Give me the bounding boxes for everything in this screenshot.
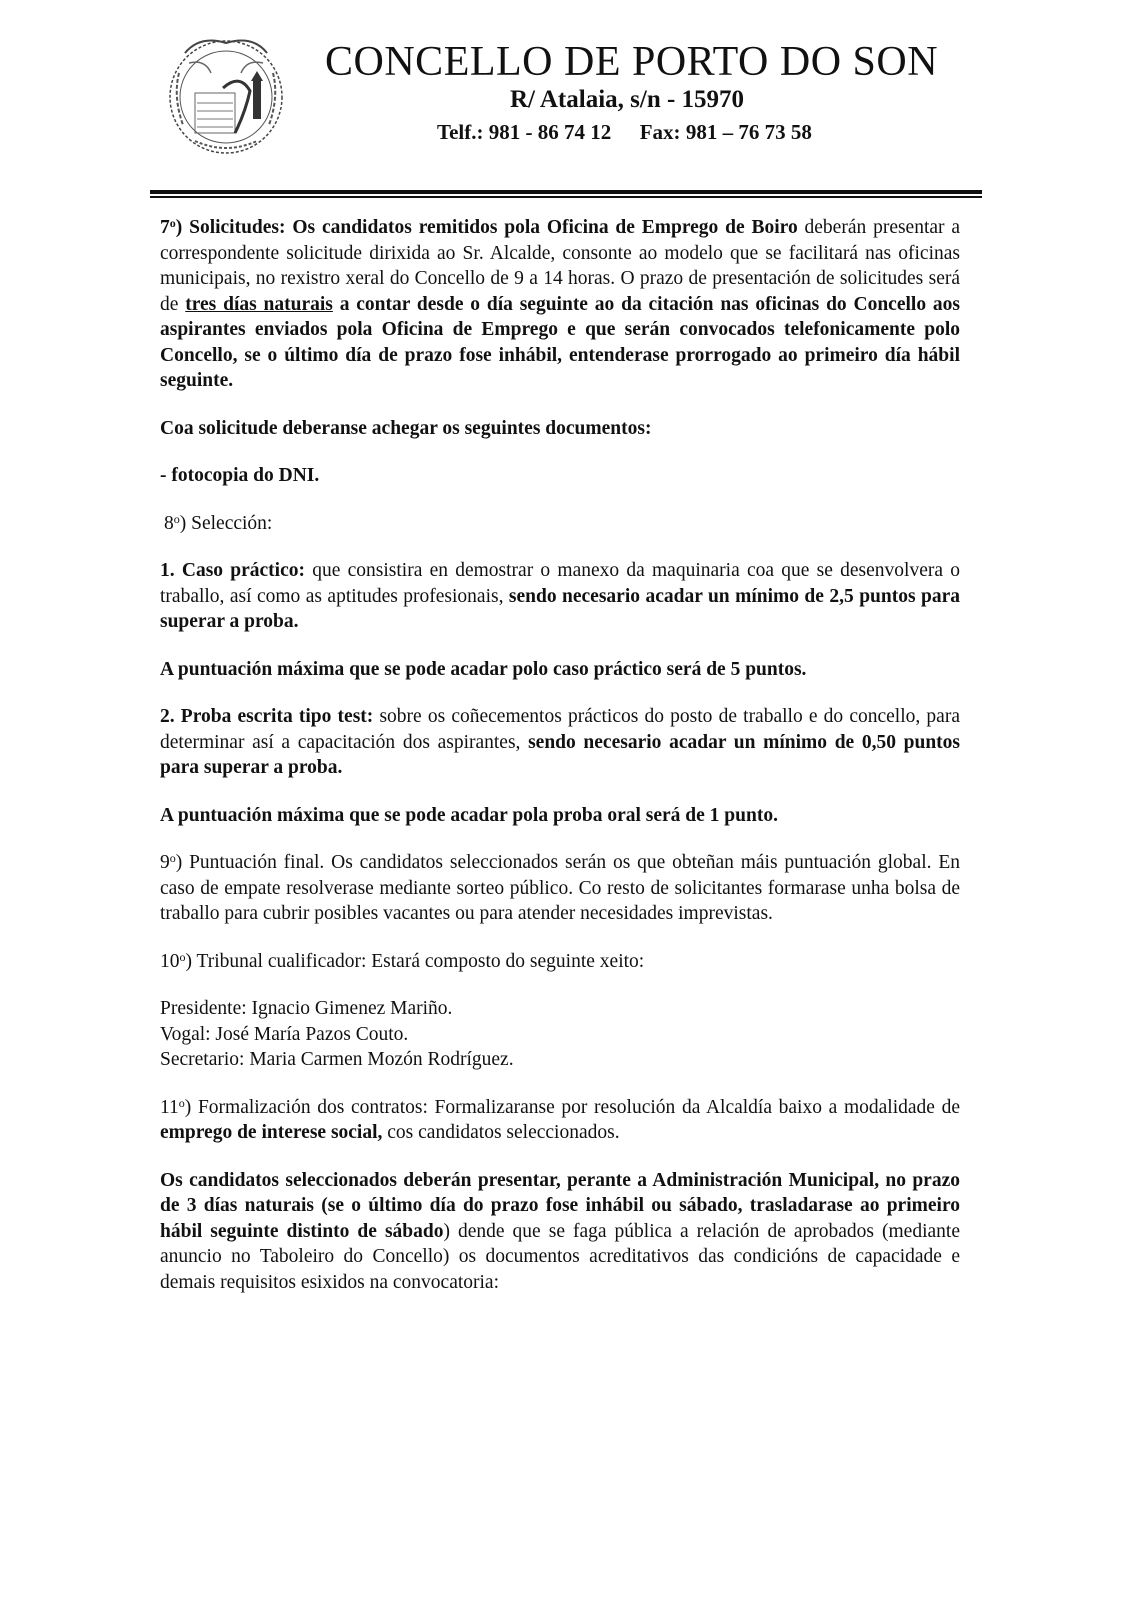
fax-label: Fax:: [639, 120, 681, 144]
selection-item-2-maximum: A puntuación máxima que se pode acadar pola proba oral será de 1 punto.: [160, 804, 778, 826]
section-7-number: 7: [160, 217, 170, 238]
section-11-paragraph: [160, 1095, 960, 1146]
section-7-title: Solicitudes:: [189, 217, 286, 238]
tribunal-member: Vogal: José María Pazos Couto.: [160, 1023, 409, 1045]
tribunal-president: Presidente: Ignacio Gimenez Mariño.: [160, 998, 453, 1019]
selection-item-1-maximum: A puntuación máxima que se pode acadar polo caso práctico será de 5 puntos.: [160, 658, 807, 680]
ordinal-mark: o: [173, 511, 180, 526]
final-text: ) dende que se faga pública a relación de aprobados (mediante anuncio no Taboleiro do Concello) os documentos acreditativos das condicións de capacidade e demais requisitos esixidos na convocatoria:: [160, 1220, 960, 1293]
ordinal-mark: o: [179, 949, 186, 964]
section-10-number: 10: [160, 950, 180, 972]
section-10-text: ) Tribunal cualificador: Estará composto do seguinte xeito:: [185, 950, 645, 972]
section-7-bold-tail: a contar desde o día seguinte ao da citación nas oficinas do Concello aos aspirantes enviados pola Oficina de Emprego e que serán convocados telefonicamente polo Concello, se o último día de prazo fose inhábil, entenderase prorrogado ao primeiro día hábil seguinte.: [160, 293, 960, 391]
phone-number: 981 - 86 74 12: [488, 120, 612, 144]
selection-item-1-minimum: sendo necesario acadar un mínimo de 2,5 puntos para superar a proba.: [160, 585, 960, 632]
section-11-number: 11: [160, 1096, 179, 1118]
paren: ): [175, 217, 183, 238]
selection-item-2-minimum: sendo necesario acadar un mínimo de 0,50 puntos para superar a proba.: [160, 731, 961, 778]
header-rule-thin: [150, 196, 982, 198]
section-9-paragraph: [160, 850, 960, 927]
selection-item-2: [160, 704, 960, 781]
section-10-paragraph: [160, 949, 960, 975]
ordinal-mark: o: [169, 851, 176, 865]
section-7-bold-text: Os candidatos remitidos pola Oficina de Emprego de Boiro: [285, 217, 798, 238]
selection-item-1-title: 1. Caso práctico:: [160, 560, 305, 581]
phone-label: Telf.:: [437, 120, 484, 144]
org-name: CONCELLO DE PORTO DO SON: [325, 39, 939, 85]
section-9-text: ) Puntuación final. Os candidatos seleccionados serán os que obteñan máis puntuación global. En caso de empate resolverase mediante sorteo público. Co resto de solicitantes formarase unha bolsa de traballo para cubrir posibles vacantes ou para atender necesidades imprevistas.: [160, 852, 960, 924]
ordinal-mark: o: [178, 1095, 185, 1110]
section-11-bold: emprego de interese social,: [160, 1122, 383, 1143]
selection-item-2-title: 2. Proba escrita tipo test:: [160, 706, 374, 727]
documents-item-dni: - fotocopia do DNI.: [160, 465, 320, 486]
municipal-seal-logo: [165, 33, 287, 158]
documents-heading: Coa solicitude deberanse achegar os seguintes documentos:: [160, 417, 652, 439]
document-body: [160, 215, 960, 1317]
tribunal-secretary: Secretario: Maria Carmen Mozón Rodríguez.: [160, 1049, 514, 1070]
ordinal-mark: o: [169, 216, 176, 230]
section-7-paragraph: [160, 215, 960, 394]
final-bold-text: Os candidatos seleccionados deberán presentar, perante a Administración Municipal, no prazo de 3 días naturais (se o último día do prazo fose inhábil ou sábado, trasladarase ao primeiro hábil seguinte distinto de sábado: [160, 1169, 960, 1242]
section-8-title: ) Selección:: [179, 512, 273, 534]
selection-item-2-text: sobre os coñecementos prácticos do posto de traballo e do concello, para determinar así a capacitación dos aspirantes,: [160, 706, 960, 753]
section-9-number: 9: [160, 852, 170, 873]
final-paragraph: [160, 1168, 960, 1296]
section-7-text: deberán presentar a correspondente solicitude dirixida ao Sr. Alcalde, consonte ao modelo que se facilitará nas oficinas municipais, no rexistro xeral do Concello de 9 a 14 horas. O prazo de presentación de solicitudes será de: [160, 217, 961, 315]
org-address: R/ Atalaia, s/n - 15970: [510, 86, 745, 113]
letterhead: [165, 28, 985, 168]
org-contact: [437, 120, 812, 145]
deadline-underlined: tres días naturais: [185, 293, 333, 315]
section-11-tail: cos candidatos seleccionados.: [382, 1122, 620, 1143]
header-rule: [150, 190, 982, 194]
selection-item-1: [160, 558, 960, 635]
fax-number: 981 – 76 73 58: [685, 120, 812, 144]
selection-item-1-text: que consistira en demostrar o manexo da maquinaria coa que se desenvolvera o traballo, así como as aptitudes profesionais,: [160, 560, 960, 607]
section-11-text: ) Formalización dos contratos: Formalizaranse por resolución da Alcaldía baixo a modalidade de: [184, 1096, 960, 1118]
section-8-heading: [160, 511, 960, 537]
section-8-number: 8: [164, 512, 174, 534]
